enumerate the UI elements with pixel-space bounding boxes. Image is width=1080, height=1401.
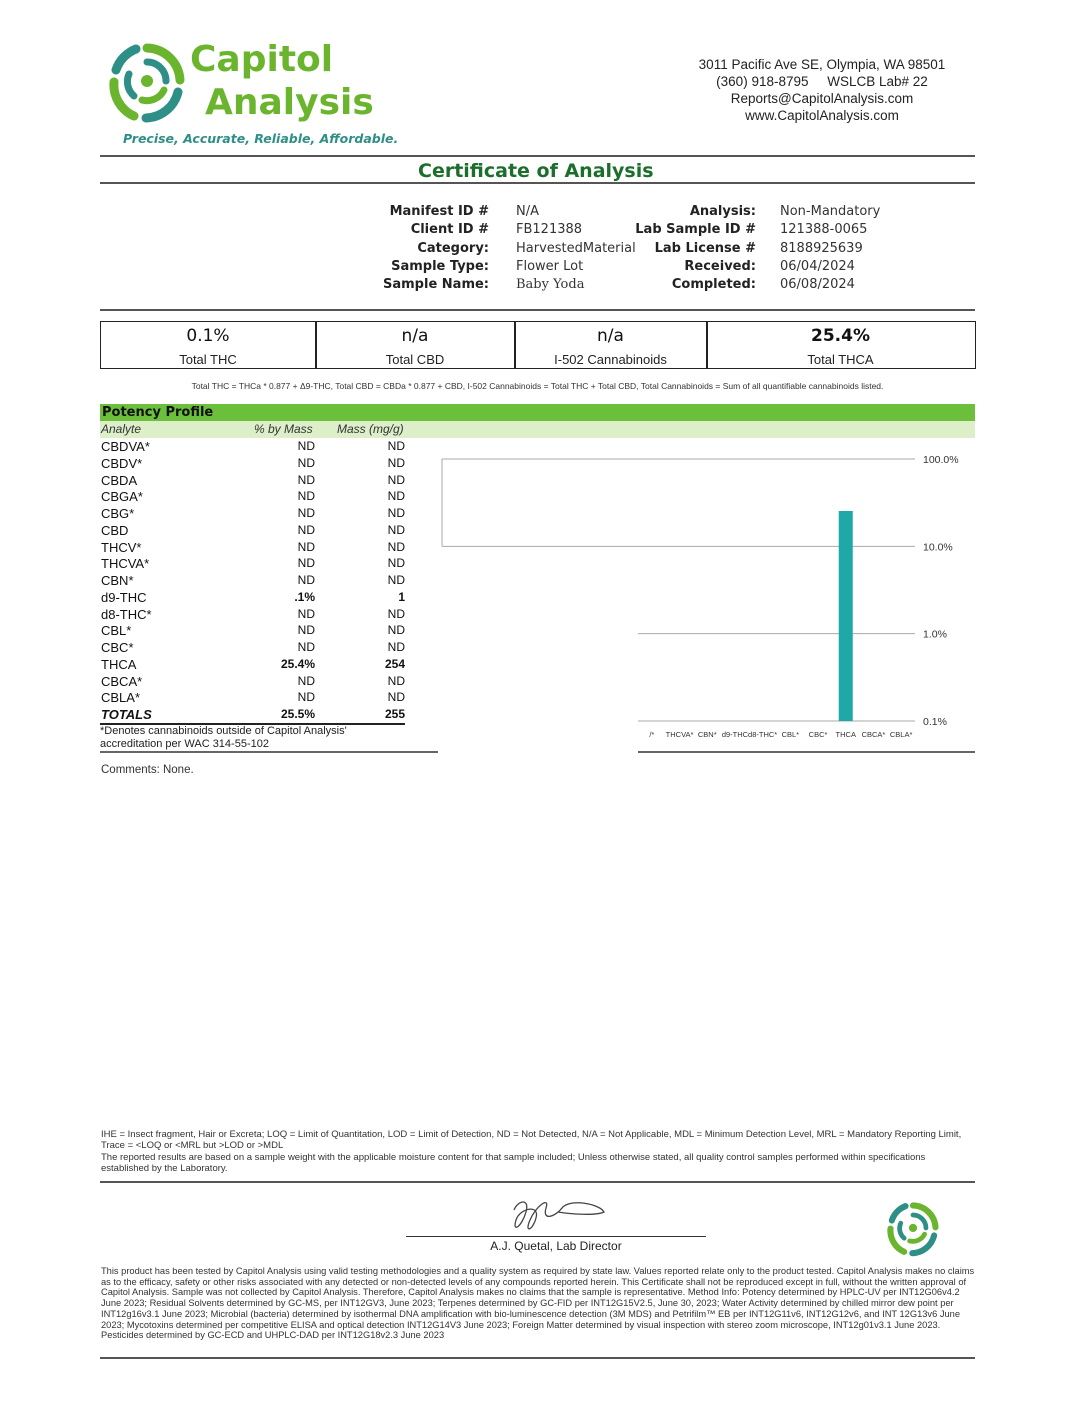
mass-mg-g: ND	[387, 539, 405, 554]
analyte-name: THCVA*	[101, 556, 150, 572]
completed-label: Completed:	[671, 277, 756, 292]
summary-total-thca	[707, 322, 974, 368]
lab-phone: (360) 918-8795 WSLCB Lab# 22	[716, 74, 928, 89]
analyte-name: CBC*	[101, 640, 134, 655]
analyte-name: THCA	[101, 656, 137, 672]
table-row	[100, 540, 405, 557]
tagline: Precise, Accurate, Reliable, Affordable.	[123, 131, 399, 146]
mass-mg-g: ND	[387, 640, 405, 654]
moisture-note: The reported results are based on a sample weight with the applicable moisture content for that sample included; Unless otherwise stated, all quality control samples performed within specifications established by the Laboratory.	[101, 1152, 926, 1175]
analyte-name: THCV*	[101, 539, 142, 555]
analyte-name: CBL*	[101, 623, 132, 639]
brand-capitol: Capitol	[190, 39, 334, 80]
y-tick-label: 1.0%	[923, 628, 947, 641]
table-row	[100, 556, 405, 573]
table-row	[100, 573, 405, 590]
footnote-line1: *Denotes cannabinoids outside of Capitol Analysis'	[100, 725, 347, 737]
table-row	[100, 506, 405, 523]
mass-mg-g: ND	[387, 439, 405, 453]
manifest-id-value: N/A	[516, 204, 539, 219]
table-row	[100, 489, 405, 506]
pct-by-mass: ND	[297, 690, 315, 705]
x-tick-label: THCVA*	[665, 730, 694, 739]
summary-i502	[515, 322, 706, 368]
mass-mg-g: ND	[387, 556, 405, 571]
analyte-name: d9-THC	[101, 589, 147, 605]
lab-sample-id-value: 121388-0065	[780, 222, 868, 237]
potency-header-bar	[100, 404, 975, 421]
col-pct-mass: % by Mass	[254, 422, 313, 436]
analyte-name: CBN*	[101, 573, 134, 588]
sample-type-label: Sample Type:	[391, 259, 489, 274]
lab-email[interactable]: Reports@CapitolAnalysis.com	[730, 91, 914, 106]
signature-image	[500, 1190, 620, 1238]
x-tick-label: CBLA*	[889, 730, 913, 739]
table-row	[100, 657, 405, 674]
footnote-line2: accreditation per WAC 314-55-102	[100, 737, 269, 750]
received-label: Received:	[684, 259, 756, 274]
lab-license-label: Lab License #	[654, 241, 756, 256]
col-mass-mgg: Mass (mg/g)	[337, 422, 404, 436]
mass-mg-g: ND	[387, 606, 405, 621]
table-row	[100, 607, 405, 624]
lab-address: 3011 Pacific Ave SE, Olympia, WA 98501	[698, 57, 946, 72]
mass-mg-g: ND	[387, 573, 405, 587]
pct-by-mass: ND	[297, 556, 315, 571]
analyte-name: CBDA	[101, 472, 138, 488]
x-tick-label: d8-THC*	[748, 730, 778, 739]
analyte-name: CBG*	[101, 506, 135, 521]
analyte-name: CBGA*	[101, 489, 143, 505]
signatory: A.J. Quetal, Lab Director	[490, 1239, 622, 1253]
analyte-name: d8-THC*	[101, 606, 152, 622]
pct-by-mass: ND	[297, 489, 315, 504]
x-tick-label: CBL*	[781, 730, 800, 739]
pct-by-mass: ND	[297, 472, 315, 487]
x-tick-label: /*	[649, 730, 655, 739]
total-thc-value: 0.1%	[186, 326, 230, 346]
lab-sample-id-label: Lab Sample ID #	[635, 222, 756, 237]
mass-mg-g: ND	[387, 472, 405, 487]
mass-mg-g: 254	[384, 656, 405, 671]
accreditation-footnote	[100, 725, 438, 750]
abbreviations-note: IHE = Insect fragment, Hair or Excreta; LOQ = Limit of Quantitation, LOD = Limit of Detection, ND = Not Detected, N/A = Not Applicable, MDL = Minimum Detection Level, MRL = Mandatory Reporting Limit, Trace = <LOQ or <MRL but >LOD or >MDL	[101, 1129, 962, 1152]
table-row	[100, 523, 405, 540]
analyte-name: CBCA*	[101, 673, 143, 689]
x-tick-label: d9-THC	[721, 730, 749, 739]
client-id-label: Client ID #	[410, 222, 489, 237]
summary-box	[100, 321, 976, 369]
sample-name-label: Sample Name:	[383, 277, 489, 292]
pct-by-mass: 25.4%	[280, 656, 315, 671]
potency-column-headers	[100, 421, 975, 438]
table-row	[100, 623, 405, 640]
pct-by-mass: .1%	[294, 589, 315, 604]
pct-by-mass: ND	[297, 573, 315, 587]
table-row	[100, 640, 405, 657]
y-tick-label: 0.1%	[923, 716, 947, 728]
analysis-label: Analysis:	[689, 204, 756, 219]
pct-by-mass: ND	[297, 623, 315, 638]
table-row	[100, 690, 405, 707]
capitol-logo-icon	[106, 40, 188, 128]
total-thca-label: Total THCA	[807, 352, 874, 367]
comments: Comments: None.	[101, 764, 194, 776]
totals-pct: 25.5%	[280, 707, 315, 721]
totals-row	[100, 707, 405, 724]
pct-by-mass: ND	[297, 455, 315, 470]
mass-mg-g: ND	[387, 455, 405, 470]
table-row	[100, 439, 405, 456]
pct-by-mass: ND	[297, 439, 315, 453]
total-cbd-value: n/a	[401, 326, 429, 346]
table-row	[100, 590, 405, 607]
x-tick-label: CBC*	[808, 730, 828, 739]
pct-by-mass: ND	[297, 506, 315, 520]
i502-value: n/a	[597, 326, 624, 346]
analysis-value: Non-Mandatory	[780, 204, 881, 219]
bar-thca	[839, 511, 853, 721]
analyte-name: CBD	[101, 522, 129, 538]
mass-mg-g: ND	[387, 623, 405, 638]
sample-name-value: Baby Yoda	[516, 277, 585, 292]
col-analyte: Analyte	[101, 422, 142, 436]
pct-by-mass: ND	[297, 673, 315, 688]
page-title: Certificate of Analysis	[418, 160, 654, 182]
y-tick-label: 100.0%	[923, 454, 959, 466]
pct-by-mass: ND	[297, 606, 315, 621]
mass-mg-g: ND	[387, 673, 405, 688]
analyte-name: CBLA*	[101, 690, 141, 706]
x-tick-label: CBN*	[697, 730, 717, 739]
x-tick-label: CBCA*	[861, 730, 886, 739]
pct-by-mass: ND	[297, 539, 315, 554]
mass-mg-g: ND	[387, 522, 405, 537]
brand-analysis: Analysis	[205, 82, 374, 123]
totals-mass: 255	[384, 707, 405, 721]
i502-label: I-502 Cannabinoids	[554, 352, 667, 367]
table-row	[100, 473, 405, 490]
total-thca-value: 25.4%	[811, 326, 870, 346]
y-tick-label: 10.0%	[923, 541, 953, 554]
summary-total-thc	[101, 322, 315, 368]
potency-chart	[430, 445, 975, 755]
received-value: 06/04/2024	[780, 259, 855, 274]
lab-license-value: 8188925639	[780, 241, 863, 256]
mass-mg-g: ND	[387, 690, 405, 705]
lab-contact	[672, 56, 972, 124]
capitol-small-logo-icon	[884, 1200, 942, 1260]
manifest-id-label: Manifest ID #	[389, 204, 489, 219]
formula-note: Total THC = THCa * 0.877 + Δ9-THC, Total CBD = CBDa * 0.877 + CBD, I-502 Cannabinoids = Total THC + Total CBD, Total Cannabinoids = Sum of all quantifiable cannabinoids listed.	[191, 381, 884, 391]
table-row	[100, 456, 405, 473]
disclaimer: This product has been tested by Capitol Analysis using valid testing methodologies and a quality system as required by state law. Values reported relate only to the product tested. Capitol Analysis makes no claims as to the efficacy, safety or other risks associated with any detected or non-detected levels of any compounds reported herein. This Certificate shall not be reproduced except in full, without the written approval of Capitol Analysis. Sample was not collected by Capitol Analysis. Therefore, Capitol Analysis makes no claims that the sample is representative. Method Info: Potency determined by HPLC-UV per INT12G06v4.2 June 2023; Residual Solvents determined by GC-MS, per INT12GV3, June 2023; Terpenes determined by GC-FID per INT12G15V2.5, June 30, 2023; Water Activity determined by chilled mirror dew point per INT12g16v3.1 June 2023; Microbial (bacteria) determined by isothermal DNA amplification with bio-luminescence detection (3M MDS) and Petrifilm™ EB per INT12G11v6, INT12G12v6, and INT 12G13v6 June 2023; Mycotoxins determined per competitive ELISA and optical detection INT12G14V3 June 2023; Foreign Matter determined by visual inspection with stereo zoom microscope, INT12g01v3.1 June 2023. Pesticides determined by GC-ECD and UHPLC-DAD per INT12G18v2.3 June 2023	[101, 1266, 975, 1341]
category-value: HarvestedMaterial	[516, 241, 636, 256]
analyte-name: CBDVA*	[101, 439, 150, 454]
category-label: Category:	[417, 241, 489, 256]
potency-title: Potency Profile	[102, 405, 214, 420]
analyte-name: CBDV*	[101, 455, 143, 471]
pct-by-mass: ND	[297, 640, 315, 654]
totals-label: TOTALS	[101, 707, 152, 722]
total-thc-label: Total THC	[179, 352, 237, 367]
completed-value: 06/08/2024	[780, 277, 855, 292]
client-id-value: FB121388	[516, 222, 583, 237]
mass-mg-g: ND	[387, 489, 405, 504]
table-row	[100, 674, 405, 691]
mass-mg-g: 1	[398, 589, 405, 604]
x-tick-label: THCA	[835, 730, 856, 739]
total-cbd-label: Total CBD	[385, 352, 445, 367]
pct-by-mass: ND	[297, 522, 315, 537]
sample-type-value: Flower Lot	[516, 259, 584, 274]
summary-total-cbd	[316, 322, 514, 368]
lab-website[interactable]: www.CapitolAnalysis.com	[745, 108, 899, 123]
mass-mg-g: ND	[387, 506, 405, 520]
